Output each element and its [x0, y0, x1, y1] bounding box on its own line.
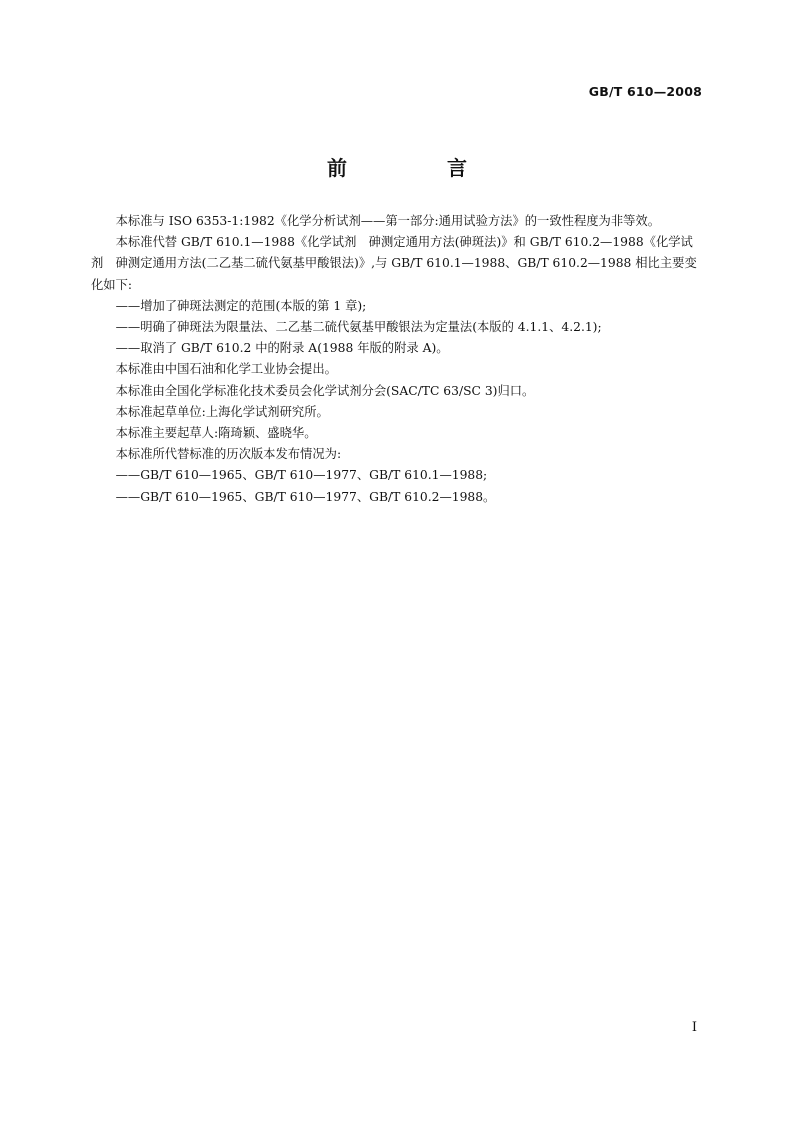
paragraph-replaces: 本标准代替 GB/T 610.1—1988《化学试剂 砷测定通用方法(砷斑法)》和 GB/T 610.2—1988《化学试剂 砷测定通用方法(二乙基二硫代氨基甲酸银法)》,与 GB/T 610.1—1988、GB/T 610.2—1988 相比主要变化如下:	[91, 235, 697, 292]
change-item-2: ——明确了砷斑法为限量法、二乙基二硫代氨基甲酸银法为定量法(本版的 4.1.1、4.2.1);	[115, 320, 602, 335]
paragraph-drafters: 本标准主要起草人:隋琦颖、盛晓华。	[115, 426, 317, 441]
page-number: I	[691, 1020, 697, 1035]
standard-code: GB/T 610—2008	[588, 84, 702, 99]
paragraph-committee: 本标准由全国化学标准化技术委员会化学试剂分会(SAC/TC 63/SC 3)归口。	[115, 383, 535, 398]
change-item-3: ——取消了 GB/T 610.2 中的附录 A(1988 年版的附录 A)。	[115, 341, 449, 356]
paragraph-equivalence: 本标准与 ISO 6353-1:1982《化学分析试剂——第一部分:通用试验方法》的一致性程度为非等效。	[115, 214, 661, 228]
paragraph-drafting-unit: 本标准起草单位:上海化学试剂研究所。	[115, 404, 329, 419]
history-item-1: ——GB/T 610—1965、GB/T 610—1977、GB/T 610.1—1988;	[115, 468, 488, 483]
document-body	[91, 211, 705, 508]
page-title: 前 言	[327, 156, 507, 180]
history-item-2: ——GB/T 610—1965、GB/T 610—1977、GB/T 610.2—1988。	[115, 489, 496, 504]
change-item-1: ——增加了砷斑法测定的范围(本版的第 1 章);	[115, 298, 367, 313]
paragraph-history-intro: 本标准所代替标准的历次版本发布情况为:	[115, 447, 342, 462]
paragraph-proposer: 本标准由中国石油和化学工业协会提出。	[115, 362, 337, 377]
